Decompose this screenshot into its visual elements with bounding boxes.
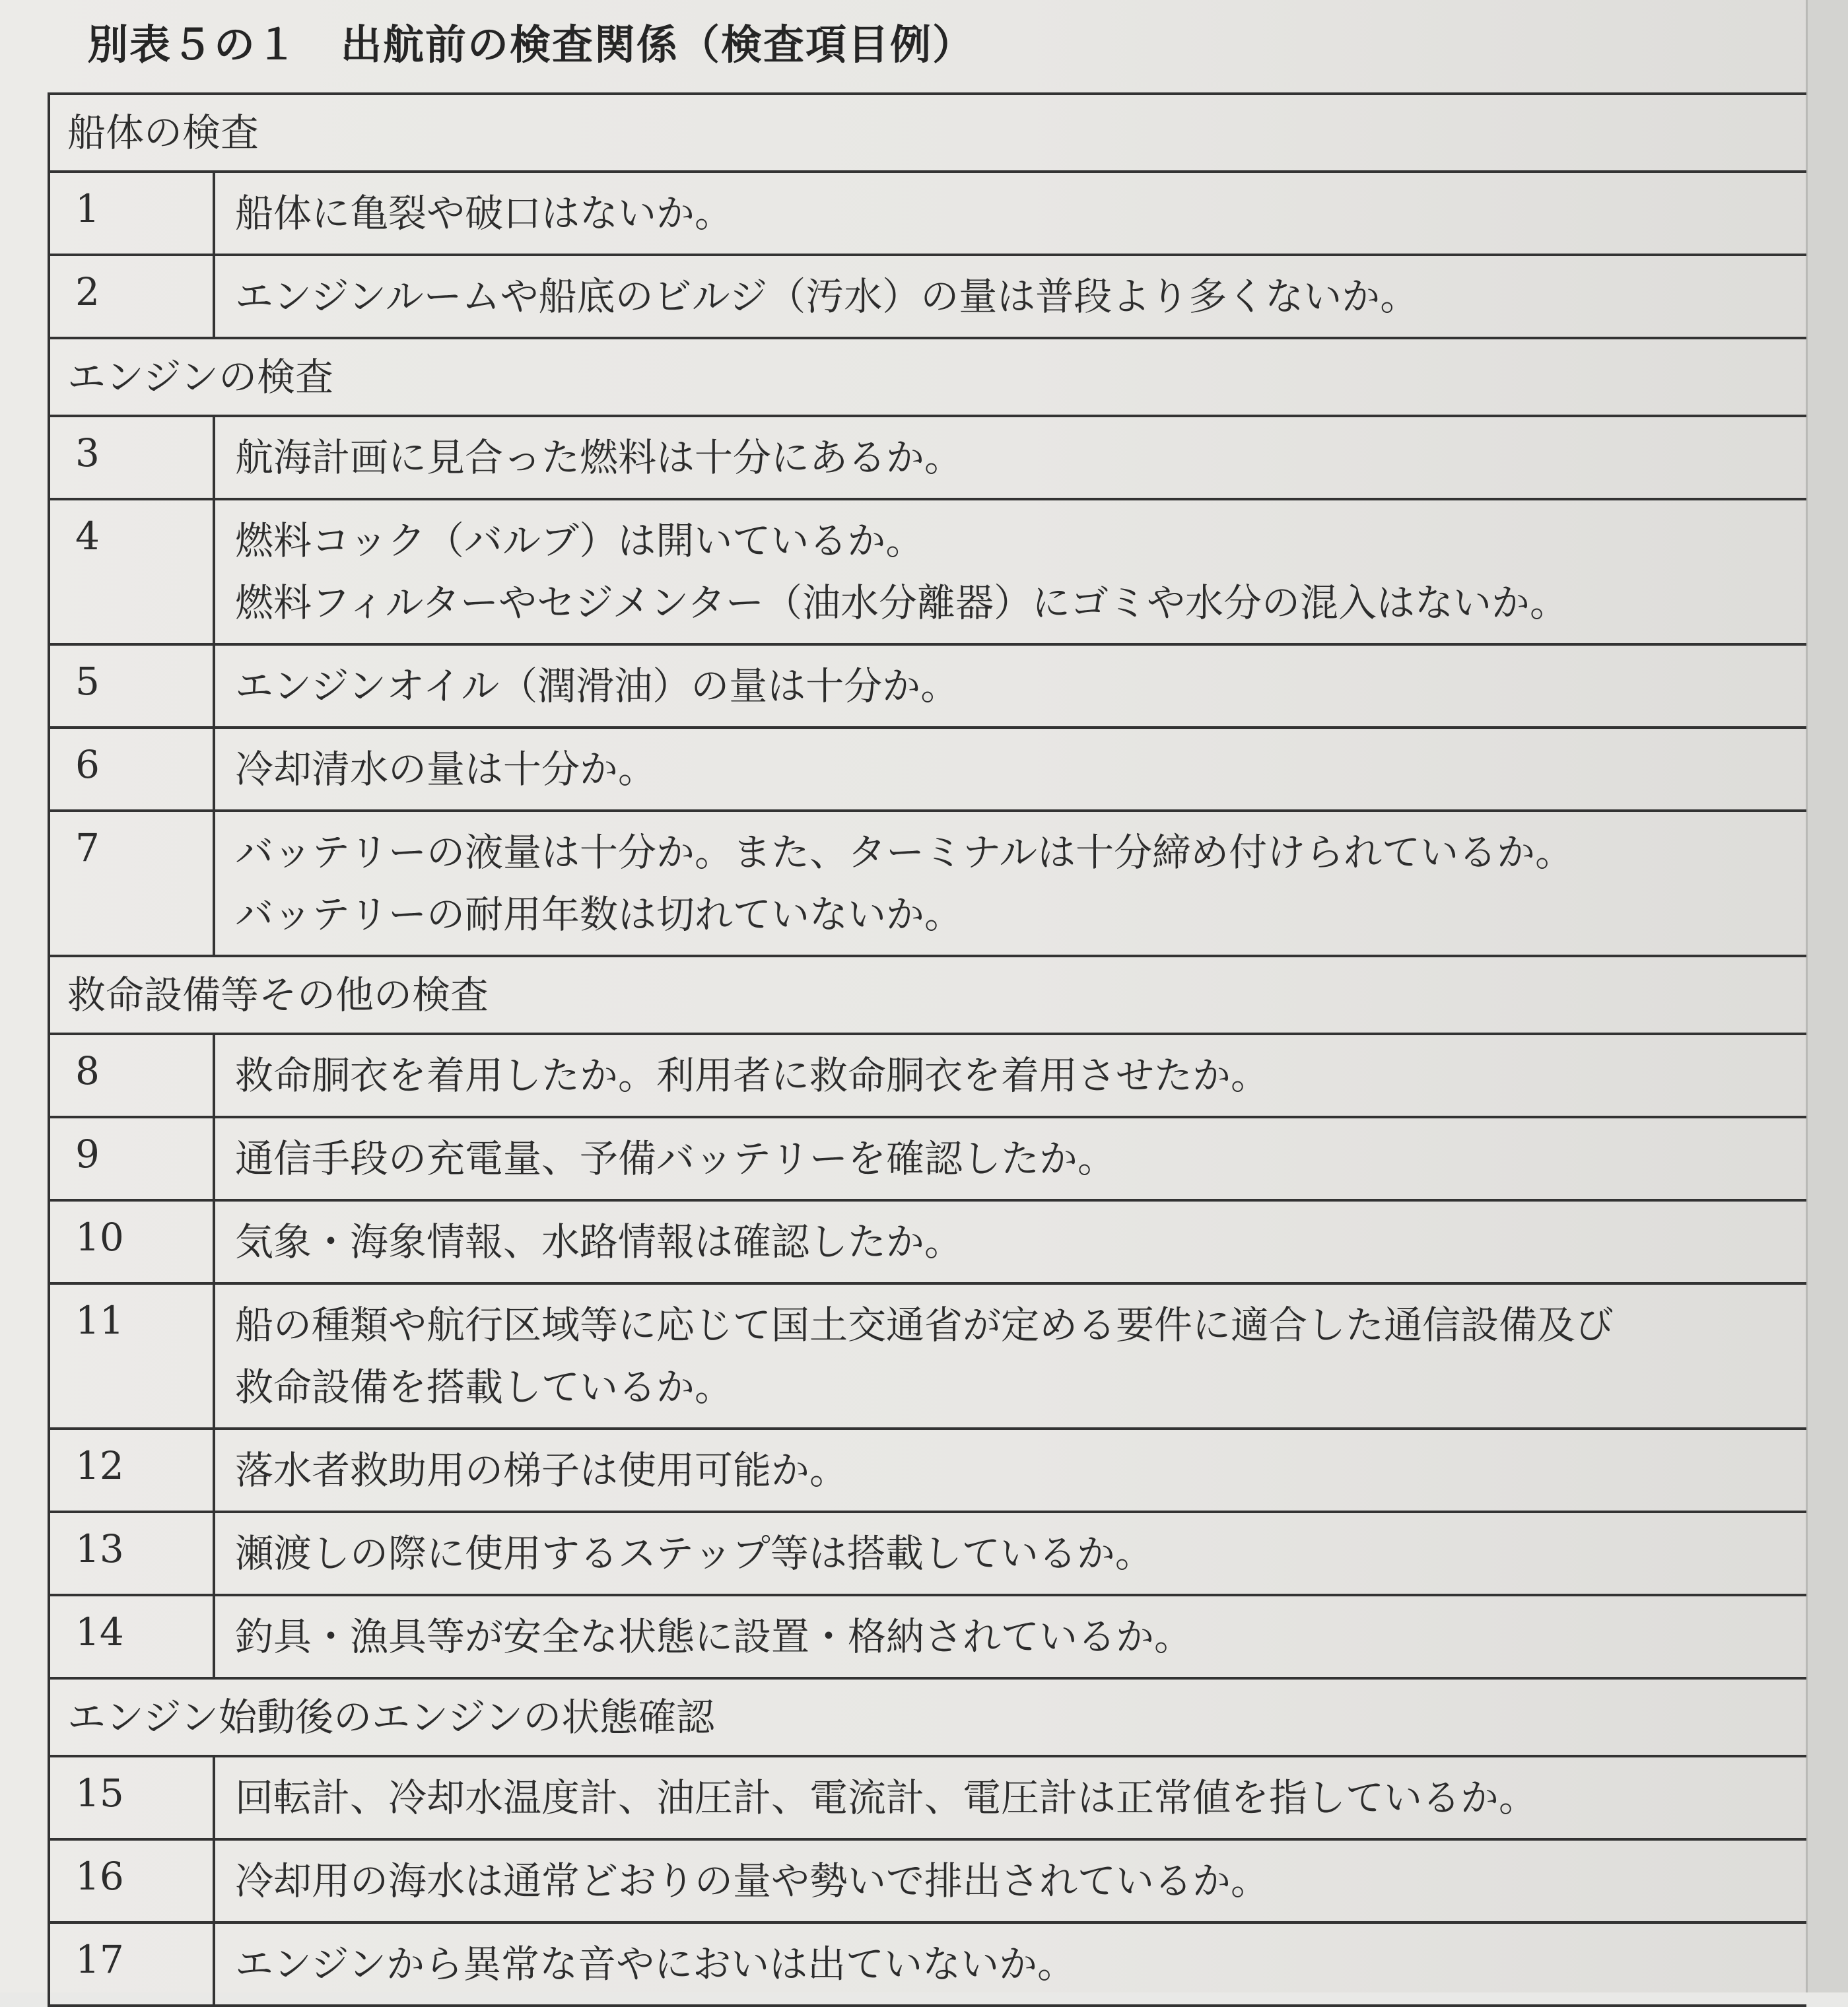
item-text-line: 船体に亀裂や破口はないか。 <box>235 191 734 236</box>
item-text-line: 船の種類や航行区域等に応じて国土交通省が定める要件に適合した通信設備及び <box>235 1303 1614 1347</box>
section-header: エンジン始動後のエンジンの状態確認 <box>50 1680 1806 1757</box>
checklist-row <box>50 1202 1806 1285</box>
section-header: エンジンの検査 <box>50 339 1806 417</box>
checklist-row <box>50 1513 1806 1596</box>
item-number: 8 <box>50 1035 215 1116</box>
item-text <box>215 1841 1806 1921</box>
item-text <box>215 646 1806 726</box>
item-number: 12 <box>50 1430 215 1511</box>
item-text-line: 気象・海象情報、水路情報は確認したか。 <box>235 1219 963 1264</box>
item-text-line: 瀬渡しの際に使用するステップ等は搭載しているか。 <box>235 1531 1153 1576</box>
document-title: 別表５の１ 出航前の検査関係（検査項目例） <box>87 20 975 69</box>
checklist-row <box>50 812 1806 957</box>
item-text-line: 落水者救助用の梯子は使用可能か。 <box>235 1448 848 1493</box>
item-number: 2 <box>50 256 215 337</box>
next-page-edge <box>1806 0 1848 1992</box>
item-text-line: 冷却清水の量は十分か。 <box>235 747 657 792</box>
item-number: 3 <box>50 417 215 498</box>
item-text-line: エンジンから異常な音やにおいは出ていないか。 <box>235 1942 1076 1987</box>
item-text-line: 航海計画に見合った燃料は十分にあるか。 <box>235 435 963 480</box>
item-text <box>215 1513 1806 1594</box>
item-text <box>215 1430 1806 1511</box>
item-text <box>215 256 1806 337</box>
item-number: 14 <box>50 1596 215 1677</box>
item-number: 17 <box>50 1924 215 2004</box>
item-text <box>215 1035 1806 1116</box>
item-text <box>215 1596 1806 1677</box>
item-text <box>215 729 1806 809</box>
item-text-line: エンジンルームや船底のビルジ（汚水）の量は普段より多くないか。 <box>235 274 1419 319</box>
item-text <box>215 417 1806 498</box>
item-text-line: エンジンオイル（潤滑油）の量は十分か。 <box>235 663 959 708</box>
item-text-line: バッテリーの液量は十分か。また、ターミナルは十分締め付けられているか。 <box>235 830 1574 875</box>
checklist-row <box>50 729 1806 812</box>
item-text-line: 燃料コック（バルブ）は開いているか。 <box>235 518 924 563</box>
item-number: 7 <box>50 812 215 955</box>
item-text-line: 冷却用の海水は通常どおりの量や勢いで排出されているか。 <box>235 1858 1270 1903</box>
checklist-row <box>50 1430 1806 1513</box>
checklist-row <box>50 646 1806 729</box>
item-number: 11 <box>50 1285 215 1427</box>
checklist-row <box>50 1841 1806 1924</box>
checklist-row <box>50 1118 1806 1202</box>
item-text <box>215 173 1806 254</box>
item-text-line: 通信手段の充電量、予備バッテリーを確認したか。 <box>235 1136 1116 1181</box>
section-header: 救命設備等その他の検査 <box>50 957 1806 1035</box>
item-text-line: 救命胴衣を着用したか。利用者に救命胴衣を着用させたか。 <box>235 1053 1270 1098</box>
item-text <box>215 1202 1806 1282</box>
checklist-row <box>50 1924 1806 2007</box>
item-text-line: 回転計、冷却水温度計、油圧計、電流計、電圧計は正常値を指しているか。 <box>235 1775 1538 1820</box>
item-number: 10 <box>50 1202 215 1282</box>
item-text-line: 救命設備を搭載しているか。 <box>235 1365 734 1410</box>
checklist-row <box>50 1035 1806 1118</box>
section-header: 船体の検査 <box>50 95 1806 173</box>
item-number: 1 <box>50 173 215 254</box>
item-number: 16 <box>50 1841 215 1921</box>
inspection-checklist-table <box>48 92 1806 2007</box>
item-number: 6 <box>50 729 215 809</box>
item-text-line: 釣具・漁具等が安全な状態に設置・格納されているか。 <box>235 1614 1193 1659</box>
item-number: 5 <box>50 646 215 726</box>
item-number: 15 <box>50 1757 215 1838</box>
checklist-row <box>50 500 1806 646</box>
item-number: 13 <box>50 1513 215 1594</box>
checklist-row <box>50 1285 1806 1430</box>
item-number: 4 <box>50 500 215 643</box>
item-text-line: 燃料フィルターやセジメンター（油水分離器）にゴミや水分の混入はないか。 <box>235 580 1568 625</box>
item-number: 9 <box>50 1118 215 1199</box>
checklist-row <box>50 256 1806 339</box>
checklist-row <box>50 1757 1806 1841</box>
item-text-line: バッテリーの耐用年数は切れていないか。 <box>235 892 963 937</box>
item-text <box>215 812 1806 955</box>
checklist-row <box>50 173 1806 256</box>
item-text <box>215 500 1806 643</box>
item-text <box>215 1118 1806 1199</box>
checklist-row <box>50 1596 1806 1680</box>
checklist-row <box>50 417 1806 500</box>
item-text <box>215 1757 1806 1838</box>
item-text <box>215 1285 1806 1427</box>
